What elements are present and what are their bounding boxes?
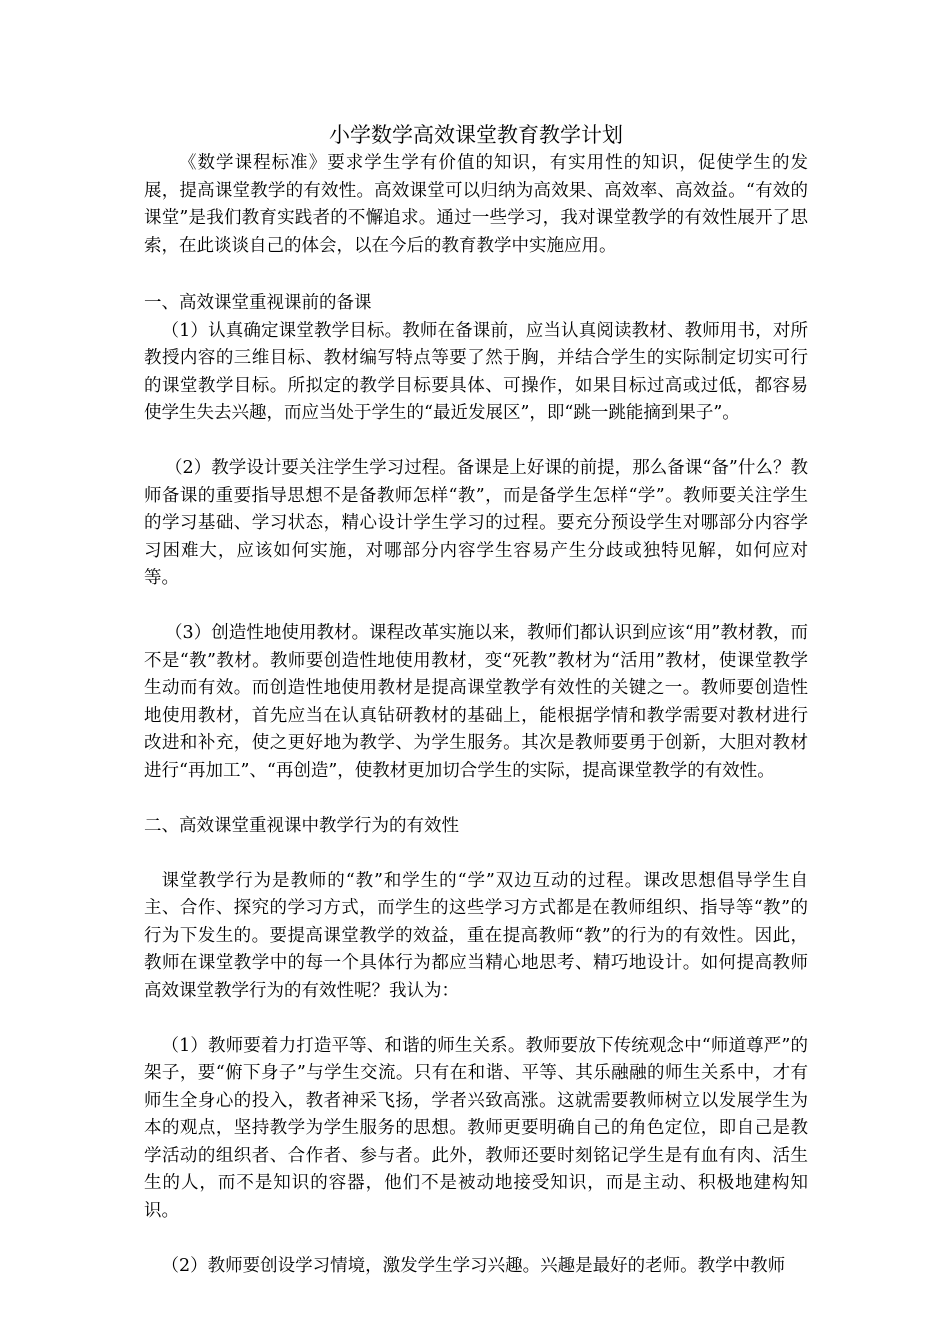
- spacer: [144, 785, 808, 813]
- section1-paragraph-2: （2）教学设计要关注学生学习过程。备课是上好课的前提，那么备课“备”什么？教师备课的重要指导思想不是备教师怎样“教”，而是备学生怎样“学”。教师要关注学生的学习基础、学习状态，精心设计学生学习的过程。要充分预设学生对哪部分内容学习困难大，应该如何实施，对哪部分内容学生容易产生分歧或独特见解，如何应对等。: [144, 458, 808, 588]
- section1-paragraph-1: （1）认真确定课堂教学目标。教师在备课前，应当认真阅读教材、教师用书，对所教授内容的三维目标、教材编写特点等要了然于胸，并结合学生的实际制定切实可行的课堂教学目标。所拟定的教学目标要具体、可操作，如果目标过高或过低，都容易使学生失去兴趣，而应当处于学生的“最近发展区”，即“跳一跳能摘到果子”。: [144, 320, 808, 423]
- spacer: [144, 1005, 808, 1033]
- spacer: [144, 840, 808, 868]
- section2-intro-paragraph: 课堂教学行为是教师的“教”和学生的“学”双边互动的过程。课改思想倡导学生自主、合作、探究的学习方式，而学生的这些学习方式都是在教师组织、指导等“教”的行为下发生的。要提高课堂教学的效益，重在提高教师“教”的行为的有效性。因此，教师在课堂教学中的每一个具体行为都应当精心地思考、精巧地设计。如何提高教师高效课堂教学行为的有效性呢？我认为：: [144, 870, 808, 1001]
- spacer: [144, 1225, 808, 1253]
- section2-paragraph-1: （1）教师要着力打造平等、和谐的师生关系。教师要放下传统观念中“师道尊严”的架子，要“俯下身子”与学生交流。只有在和谐、平等、其乐融融的师生关系中，才有师生全身心的投入，教者神采飞扬，学者兴致高涨。这就需要教师树立以发展学生为本的观点，坚持教学为学生服务的思想。教师更要明确自己的角色定位，即自己是教学活动的组织者、合作者、参与者。此外，教师还要时刻铭记学生是有血有肉、活生生的人，而不是知识的容器，他们不是被动地接受知识，而是主动、积极地建构知识。: [144, 1035, 808, 1221]
- section2-paragraph-2: （2）教师要创设学习情境，激发学生学习兴趣。兴趣是最好的老师。教学中教师: [161, 1255, 786, 1276]
- document-title: 小学数学高效课堂教育教学计划: [329, 123, 623, 147]
- spacer: [144, 260, 808, 290]
- spacer: [144, 428, 808, 456]
- section-heading-1: 一、高效课堂重视课前的备课: [144, 293, 372, 313]
- document-body: [144, 120, 808, 1280]
- spacer: [144, 593, 808, 621]
- intro-paragraph: 《数学课程标准》要求学生学有价值的知识，有实用性的知识，促使学生的发展，提高课堂教学的有效性。高效课堂可以归纳为高效果、高效率、高效益。“有效的课堂”是我们教育实践者的不懈追求。通过一些学习，我对课堂教学的有效性展开了思索，在此谈谈自己的体会，以在今后的教育教学中实施应用。: [144, 153, 808, 256]
- section-heading-2: 二、高效课堂重视课中教学行为的有效性: [144, 815, 459, 836]
- section1-paragraph-3: （3）创造性地使用教材。课程改革实施以来，教师们都认识到应该“用”教材教，而不是“教”教材。教师要创造性地使用教材，变“死教”教材为“活用”教材，使课堂教学生动而有效。而创造性地使用教材是提高课堂教学有效性的关键之一。教师要创造性地使用教材，首先应当在认真钻研教材的基础上，能根据学情和教学需要对教材进行改进和补充，使之更好地为教学、为学生服务。其次是教师要勇于创新，大胆对教材进行“再加工”、“再创造”，使教材更加切合学生的实际，提高课堂教学的有效性。: [144, 623, 808, 781]
